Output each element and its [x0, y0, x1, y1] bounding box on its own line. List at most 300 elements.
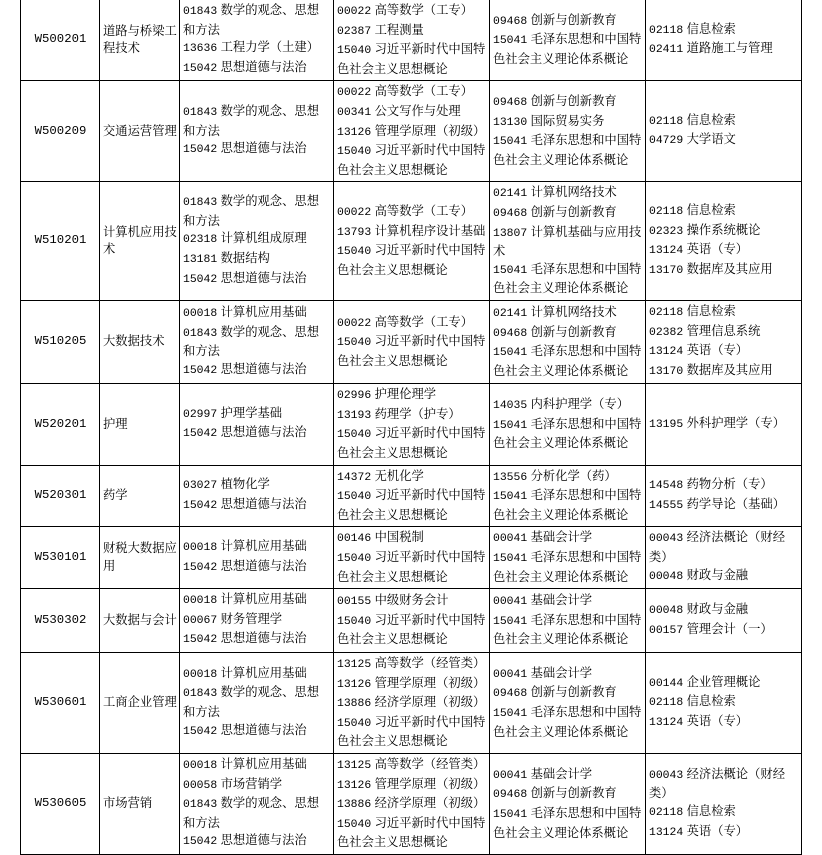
course-entry — [183, 558, 331, 578]
course-code: 13170 — [649, 264, 684, 277]
exam-plan-table — [20, 0, 802, 855]
course-list-cell-4 — [646, 384, 802, 465]
course-list-cell-2 — [334, 527, 490, 589]
course-entry — [183, 103, 331, 140]
course-name: 高等数学（工专） — [374, 314, 473, 329]
major-name-cell: 财税大数据应用 — [100, 527, 180, 589]
course-name: 数据结构 — [220, 250, 270, 265]
course-name: 基础会计学 — [530, 766, 593, 781]
course-entry — [183, 140, 331, 160]
course-name: 护理学基础 — [220, 405, 283, 420]
course-code: 01843 — [183, 799, 218, 812]
course-list-cell-1 — [180, 81, 334, 182]
course-name: 习近平新时代中国特色社会主义思想概论 — [337, 334, 486, 368]
course-entry — [649, 241, 799, 261]
course-name: 习近平新时代中国特色社会主义思想概论 — [337, 714, 486, 749]
course-name: 创新与创新教育 — [530, 94, 617, 109]
course-code: 13124 — [649, 346, 684, 359]
course-list-cell-4 — [646, 182, 802, 301]
course-entry — [183, 39, 331, 59]
course-entry — [493, 785, 643, 805]
course-code: 13130 — [493, 116, 528, 129]
course-code: 00048 — [649, 570, 684, 583]
course-name: 毛泽东思想和中国特色社会主义理论体系概论 — [493, 805, 642, 840]
course-list-cell-4 — [646, 753, 802, 854]
course-name: 基础会计学 — [530, 665, 593, 680]
course-entry — [337, 223, 487, 243]
course-list-cell-4 — [646, 465, 802, 527]
course-entry — [337, 795, 487, 815]
course-code: 02118 — [649, 115, 684, 128]
course-code: 00018 — [183, 542, 218, 555]
course-entry — [337, 714, 487, 751]
course-entry — [493, 468, 643, 488]
course-entry — [183, 2, 331, 39]
course-name: 药物分析（专） — [686, 477, 773, 492]
major-name-cell: 工商企业管理 — [100, 653, 180, 754]
course-code: 15041 — [493, 491, 528, 504]
course-entry — [183, 424, 331, 444]
course-name: 数学的观念、思想和方法 — [183, 3, 319, 37]
course-code: 14372 — [337, 471, 372, 484]
course-entry — [183, 776, 331, 796]
course-code: 15040 — [337, 337, 372, 350]
course-entry — [183, 193, 331, 230]
course-entry — [493, 592, 643, 612]
course-code: 13124 — [649, 826, 684, 839]
course-code: 13124 — [649, 245, 684, 258]
course-code: 15041 — [493, 808, 528, 821]
course-name: 数据库及其应用 — [686, 362, 773, 377]
major-code-cell: W520301 — [21, 465, 100, 527]
course-name: 信息检索 — [686, 202, 736, 217]
course-entry — [183, 405, 331, 425]
course-name: 经济学原理（初级） — [374, 796, 486, 811]
course-code: 15041 — [493, 136, 528, 149]
course-entry — [493, 704, 643, 741]
course-list-cell-3 — [490, 0, 646, 81]
course-entry — [183, 324, 331, 361]
course-name: 英语（专） — [686, 823, 749, 838]
course-code: 15040 — [337, 615, 372, 628]
course-name: 英语（专） — [686, 713, 749, 728]
course-entry — [493, 261, 643, 298]
major-code-cell: W500201 — [21, 0, 100, 81]
course-name: 习近平新时代中国特色社会主义思想概论 — [337, 143, 486, 177]
course-name: 经济法概论（财经类） — [649, 766, 785, 801]
table-row — [21, 753, 802, 854]
course-entry — [493, 184, 643, 204]
course-code: 02118 — [649, 306, 684, 319]
course-name: 毛泽东思想和中国特色社会主义理论体系概论 — [493, 704, 642, 739]
table-row — [21, 653, 802, 754]
course-name: 高等数学（经管类） — [374, 656, 486, 670]
course-code: 02411 — [649, 44, 684, 57]
course-entry — [337, 425, 487, 462]
table-row — [21, 384, 802, 465]
course-name: 计算机网络技术 — [530, 185, 617, 200]
course-entry — [649, 261, 799, 281]
course-name: 习近平新时代中国特色社会主义思想概论 — [337, 426, 486, 461]
course-code: 14548 — [649, 480, 684, 493]
course-entry — [337, 406, 487, 426]
course-code: 00043 — [649, 533, 684, 546]
course-name: 财政与金融 — [686, 602, 749, 617]
course-name: 管理学原理（初级） — [374, 776, 486, 791]
course-code: 02141 — [493, 188, 528, 201]
course-entry — [183, 591, 331, 611]
course-name: 高等数学（工专） — [374, 3, 473, 17]
major-code-cell: W530605 — [21, 753, 100, 854]
course-name: 思想道德与法治 — [220, 631, 307, 646]
course-list-cell-4 — [646, 589, 802, 653]
major-name-cell: 大数据技术 — [100, 300, 180, 383]
course-list-cell-2 — [334, 384, 490, 465]
course-entry — [337, 103, 487, 123]
course-entry — [649, 529, 799, 566]
course-entry — [337, 41, 487, 78]
course-code: 00022 — [337, 6, 372, 18]
course-name: 计算机组成原理 — [220, 231, 307, 246]
course-code: 13126 — [337, 678, 372, 691]
course-entry — [493, 684, 643, 704]
course-name: 分析化学（药） — [530, 468, 617, 483]
course-code: 15041 — [493, 553, 528, 566]
course-code: 00041 — [493, 769, 528, 782]
course-list-cell-3 — [490, 753, 646, 854]
course-list-cell-4 — [646, 81, 802, 182]
course-entry — [493, 304, 643, 324]
course-code: 15042 — [183, 144, 218, 157]
course-list-cell-3 — [490, 182, 646, 301]
course-entry — [493, 204, 643, 224]
course-entry — [649, 21, 799, 41]
course-name: 计算机应用基础 — [220, 665, 307, 680]
course-code: 15041 — [493, 35, 528, 48]
course-list-cell-3 — [490, 384, 646, 465]
course-name: 操作系统概论 — [686, 222, 761, 237]
course-code: 09468 — [493, 789, 528, 802]
course-name: 中国税制 — [374, 530, 424, 545]
course-list-cell-1 — [180, 653, 334, 754]
course-code: 13125 — [337, 759, 372, 772]
course-name: 高等数学（工专） — [374, 84, 473, 99]
course-code: 04729 — [649, 135, 684, 148]
course-entry — [183, 230, 331, 250]
course-name: 思想道德与法治 — [220, 361, 307, 376]
table-row — [21, 0, 802, 81]
course-code: 00043 — [649, 769, 684, 782]
course-entry — [649, 674, 799, 694]
course-entry — [183, 832, 331, 852]
course-name: 毛泽东思想和中国特色社会主义理论体系概论 — [493, 416, 642, 451]
course-name: 中级财务会计 — [374, 593, 449, 608]
course-entry — [183, 304, 331, 324]
course-name: 信息检索 — [686, 694, 736, 709]
course-entry — [337, 83, 487, 103]
course-code: 00058 — [183, 779, 218, 792]
course-entry — [183, 361, 331, 381]
course-code: 15042 — [183, 273, 218, 286]
course-code: 15040 — [337, 491, 372, 504]
course-name: 思想道德与法治 — [220, 722, 307, 737]
course-code: 15042 — [183, 634, 218, 647]
course-entry — [649, 693, 799, 713]
course-name: 管理会计（一） — [686, 621, 773, 636]
course-entry — [337, 529, 487, 549]
course-entry — [337, 549, 487, 586]
course-entry — [183, 722, 331, 742]
course-name: 习近平新时代中国特色社会主义思想概论 — [337, 815, 486, 850]
table-row — [21, 182, 802, 301]
course-name: 药学导论（基础） — [686, 497, 785, 512]
course-name: 计算机应用基础 — [220, 756, 307, 771]
course-list-cell-2 — [334, 589, 490, 653]
course-list-cell-1 — [180, 753, 334, 854]
course-code: 15042 — [183, 725, 218, 738]
course-list-cell-2 — [334, 465, 490, 527]
course-list-cell-3 — [490, 653, 646, 754]
course-code: 14035 — [493, 400, 528, 413]
course-name: 毛泽东思想和中国特色社会主义理论体系概论 — [493, 261, 642, 296]
course-code: 02318 — [183, 234, 218, 247]
course-entry — [649, 40, 799, 60]
course-entry — [183, 611, 331, 631]
course-entry — [337, 655, 487, 675]
table-row — [21, 589, 802, 653]
course-name: 创新与创新教育 — [530, 324, 617, 339]
course-name: 数学的观念、思想和方法 — [183, 796, 319, 830]
course-name: 思想道德与法治 — [220, 270, 307, 285]
course-entry — [649, 415, 799, 435]
course-code: 15040 — [337, 429, 372, 442]
course-name: 信息检索 — [686, 803, 736, 818]
course-code: 02387 — [337, 25, 372, 38]
course-list-cell-1 — [180, 527, 334, 589]
course-name: 思想道德与法治 — [220, 141, 307, 156]
major-code-cell: W510205 — [21, 300, 100, 383]
course-name: 习近平新时代中国特色社会主义思想概论 — [337, 42, 486, 76]
course-code: 02323 — [649, 225, 684, 238]
course-name: 计算机网络技术 — [530, 304, 617, 319]
course-list-cell-4 — [646, 300, 802, 383]
course-code: 00048 — [649, 605, 684, 618]
course-code: 13170 — [649, 365, 684, 378]
course-entry — [493, 612, 643, 649]
course-name: 思想道德与法治 — [220, 497, 307, 512]
course-code: 09468 — [493, 15, 528, 28]
course-code: 02996 — [337, 390, 372, 403]
course-code: 09468 — [493, 207, 528, 220]
course-code: 00022 — [337, 317, 372, 330]
course-code: 15042 — [183, 364, 218, 377]
course-code: 13193 — [337, 409, 372, 422]
major-code-cell: W500209 — [21, 81, 100, 182]
major-code-cell: W530601 — [21, 653, 100, 754]
course-name: 护理伦理学 — [374, 387, 437, 402]
course-code: 00067 — [183, 614, 218, 627]
major-name-cell: 交通运营管理 — [100, 81, 180, 182]
course-code: 15040 — [337, 146, 372, 159]
course-entry — [493, 396, 643, 416]
course-code: 00041 — [493, 668, 528, 681]
course-code: 15042 — [183, 500, 218, 513]
course-entry — [649, 362, 799, 382]
course-entry — [183, 756, 331, 776]
course-entry — [493, 549, 643, 586]
course-name: 创新与创新教育 — [530, 204, 617, 219]
course-code: 15042 — [183, 62, 218, 75]
course-code: 00018 — [183, 668, 218, 681]
course-code: 13793 — [337, 226, 372, 239]
course-entry — [649, 803, 799, 823]
major-code-cell: W530302 — [21, 589, 100, 653]
course-entry — [493, 529, 643, 549]
course-name: 管理学原理（初级） — [374, 123, 486, 138]
course-name: 思想道德与法治 — [220, 558, 307, 573]
course-name: 高等数学（经管类） — [374, 756, 486, 771]
course-name: 财政与金融 — [686, 567, 749, 582]
course-entry — [337, 242, 487, 279]
major-code-cell: W530101 — [21, 527, 100, 589]
course-name: 工程力学（土建） — [220, 40, 319, 55]
course-code: 15040 — [337, 45, 372, 58]
course-entry — [337, 2, 487, 22]
course-name: 外科护理学（专） — [686, 415, 785, 430]
course-code: 15041 — [493, 707, 528, 720]
course-entry — [493, 31, 643, 68]
course-name: 毛泽东思想和中国特色社会主义理论体系概论 — [493, 550, 642, 584]
course-name: 习近平新时代中国特色社会主义思想概论 — [337, 612, 486, 647]
course-list-cell-3 — [490, 300, 646, 383]
course-entry — [337, 123, 487, 143]
course-list-cell-4 — [646, 0, 802, 81]
course-entry — [649, 112, 799, 132]
course-name: 数学的观念、思想和方法 — [183, 685, 319, 719]
course-list-cell-3 — [490, 81, 646, 182]
course-name: 创新与创新教育 — [530, 685, 617, 700]
course-entry — [337, 203, 487, 223]
course-code: 00022 — [337, 206, 372, 219]
course-entry — [337, 333, 487, 370]
course-entry — [493, 343, 643, 380]
course-name: 毛泽东思想和中国特色社会主义理论体系概论 — [493, 32, 642, 66]
course-code: 15042 — [183, 428, 218, 441]
course-list-cell-1 — [180, 465, 334, 527]
course-name: 毛泽东思想和中国特色社会主义理论体系概论 — [493, 612, 642, 647]
course-entry — [493, 805, 643, 842]
course-code: 02118 — [649, 697, 684, 710]
course-code: 01843 — [183, 197, 218, 210]
course-code: 00155 — [337, 596, 372, 609]
course-name: 毛泽东思想和中国特色社会主义理论体系概论 — [493, 133, 642, 167]
course-entry — [337, 314, 487, 334]
course-entry — [649, 476, 799, 496]
course-name: 市场营销学 — [220, 776, 283, 791]
course-name: 管理学原理（初级） — [374, 675, 486, 690]
course-code: 15041 — [493, 347, 528, 360]
course-name: 高等数学（工专） — [374, 203, 473, 218]
course-name: 毛泽东思想和中国特色社会主义理论体系概论 — [493, 488, 642, 522]
course-name: 数学的观念、思想和方法 — [183, 194, 319, 228]
course-entry — [649, 323, 799, 343]
course-entry — [649, 131, 799, 151]
table-row — [21, 465, 802, 527]
course-code: 00157 — [649, 624, 684, 637]
course-code: 15042 — [183, 836, 218, 849]
course-code: 01843 — [183, 688, 218, 701]
course-code: 13181 — [183, 253, 218, 266]
course-entry — [493, 12, 643, 32]
course-entry — [183, 496, 331, 516]
course-name: 信息检索 — [686, 112, 736, 127]
course-entry — [183, 250, 331, 270]
course-entry — [493, 416, 643, 453]
major-name-cell: 道路与桥梁工程技术 — [100, 0, 180, 81]
course-code: 13636 — [183, 43, 218, 56]
course-code: 13556 — [493, 471, 528, 484]
course-code: 02118 — [649, 806, 684, 819]
course-code: 02382 — [649, 326, 684, 339]
course-code: 00018 — [183, 759, 218, 772]
course-name: 信息检索 — [686, 21, 736, 36]
course-entry — [337, 756, 487, 776]
course-entry — [337, 675, 487, 695]
course-entry — [493, 113, 643, 133]
table-row — [21, 527, 802, 589]
course-name: 习近平新时代中国特色社会主义思想概论 — [337, 488, 486, 522]
course-code: 15041 — [493, 419, 528, 432]
course-entry — [649, 202, 799, 222]
course-code: 02141 — [493, 307, 528, 320]
course-entry — [649, 567, 799, 587]
course-entry — [183, 665, 331, 685]
course-name: 习近平新时代中国特色社会主义思想概论 — [337, 243, 486, 277]
course-name: 计算机应用基础 — [220, 592, 307, 607]
course-code: 15042 — [183, 561, 218, 574]
course-entry — [649, 222, 799, 242]
course-list-cell-2 — [334, 182, 490, 301]
course-entry — [337, 694, 487, 714]
course-entry — [649, 713, 799, 733]
course-name: 数据库及其应用 — [686, 261, 773, 276]
course-list-cell-3 — [490, 527, 646, 589]
course-entry — [493, 665, 643, 685]
course-name: 毛泽东思想和中国特色社会主义理论体系概论 — [493, 344, 642, 378]
course-name: 信息检索 — [686, 303, 736, 318]
course-name: 植物化学 — [220, 477, 270, 492]
course-code: 00144 — [649, 677, 684, 690]
course-list-cell-2 — [334, 653, 490, 754]
course-list-cell-1 — [180, 300, 334, 383]
course-list-cell-1 — [180, 589, 334, 653]
course-code: 00341 — [337, 106, 372, 119]
table-row — [21, 81, 802, 182]
course-entry — [493, 93, 643, 113]
course-name: 计算机基础与应用技术 — [493, 224, 642, 259]
major-name-cell: 市场营销 — [100, 753, 180, 854]
course-name: 思想道德与法治 — [220, 425, 307, 440]
course-list-cell-2 — [334, 753, 490, 854]
course-entry — [649, 823, 799, 843]
course-entry — [337, 592, 487, 612]
course-code: 15040 — [337, 553, 372, 566]
course-entry — [649, 621, 799, 641]
course-name: 创新与创新教育 — [530, 786, 617, 801]
course-code: 13195 — [649, 418, 684, 431]
course-entry — [183, 538, 331, 558]
course-name: 企业管理概论 — [686, 674, 761, 689]
